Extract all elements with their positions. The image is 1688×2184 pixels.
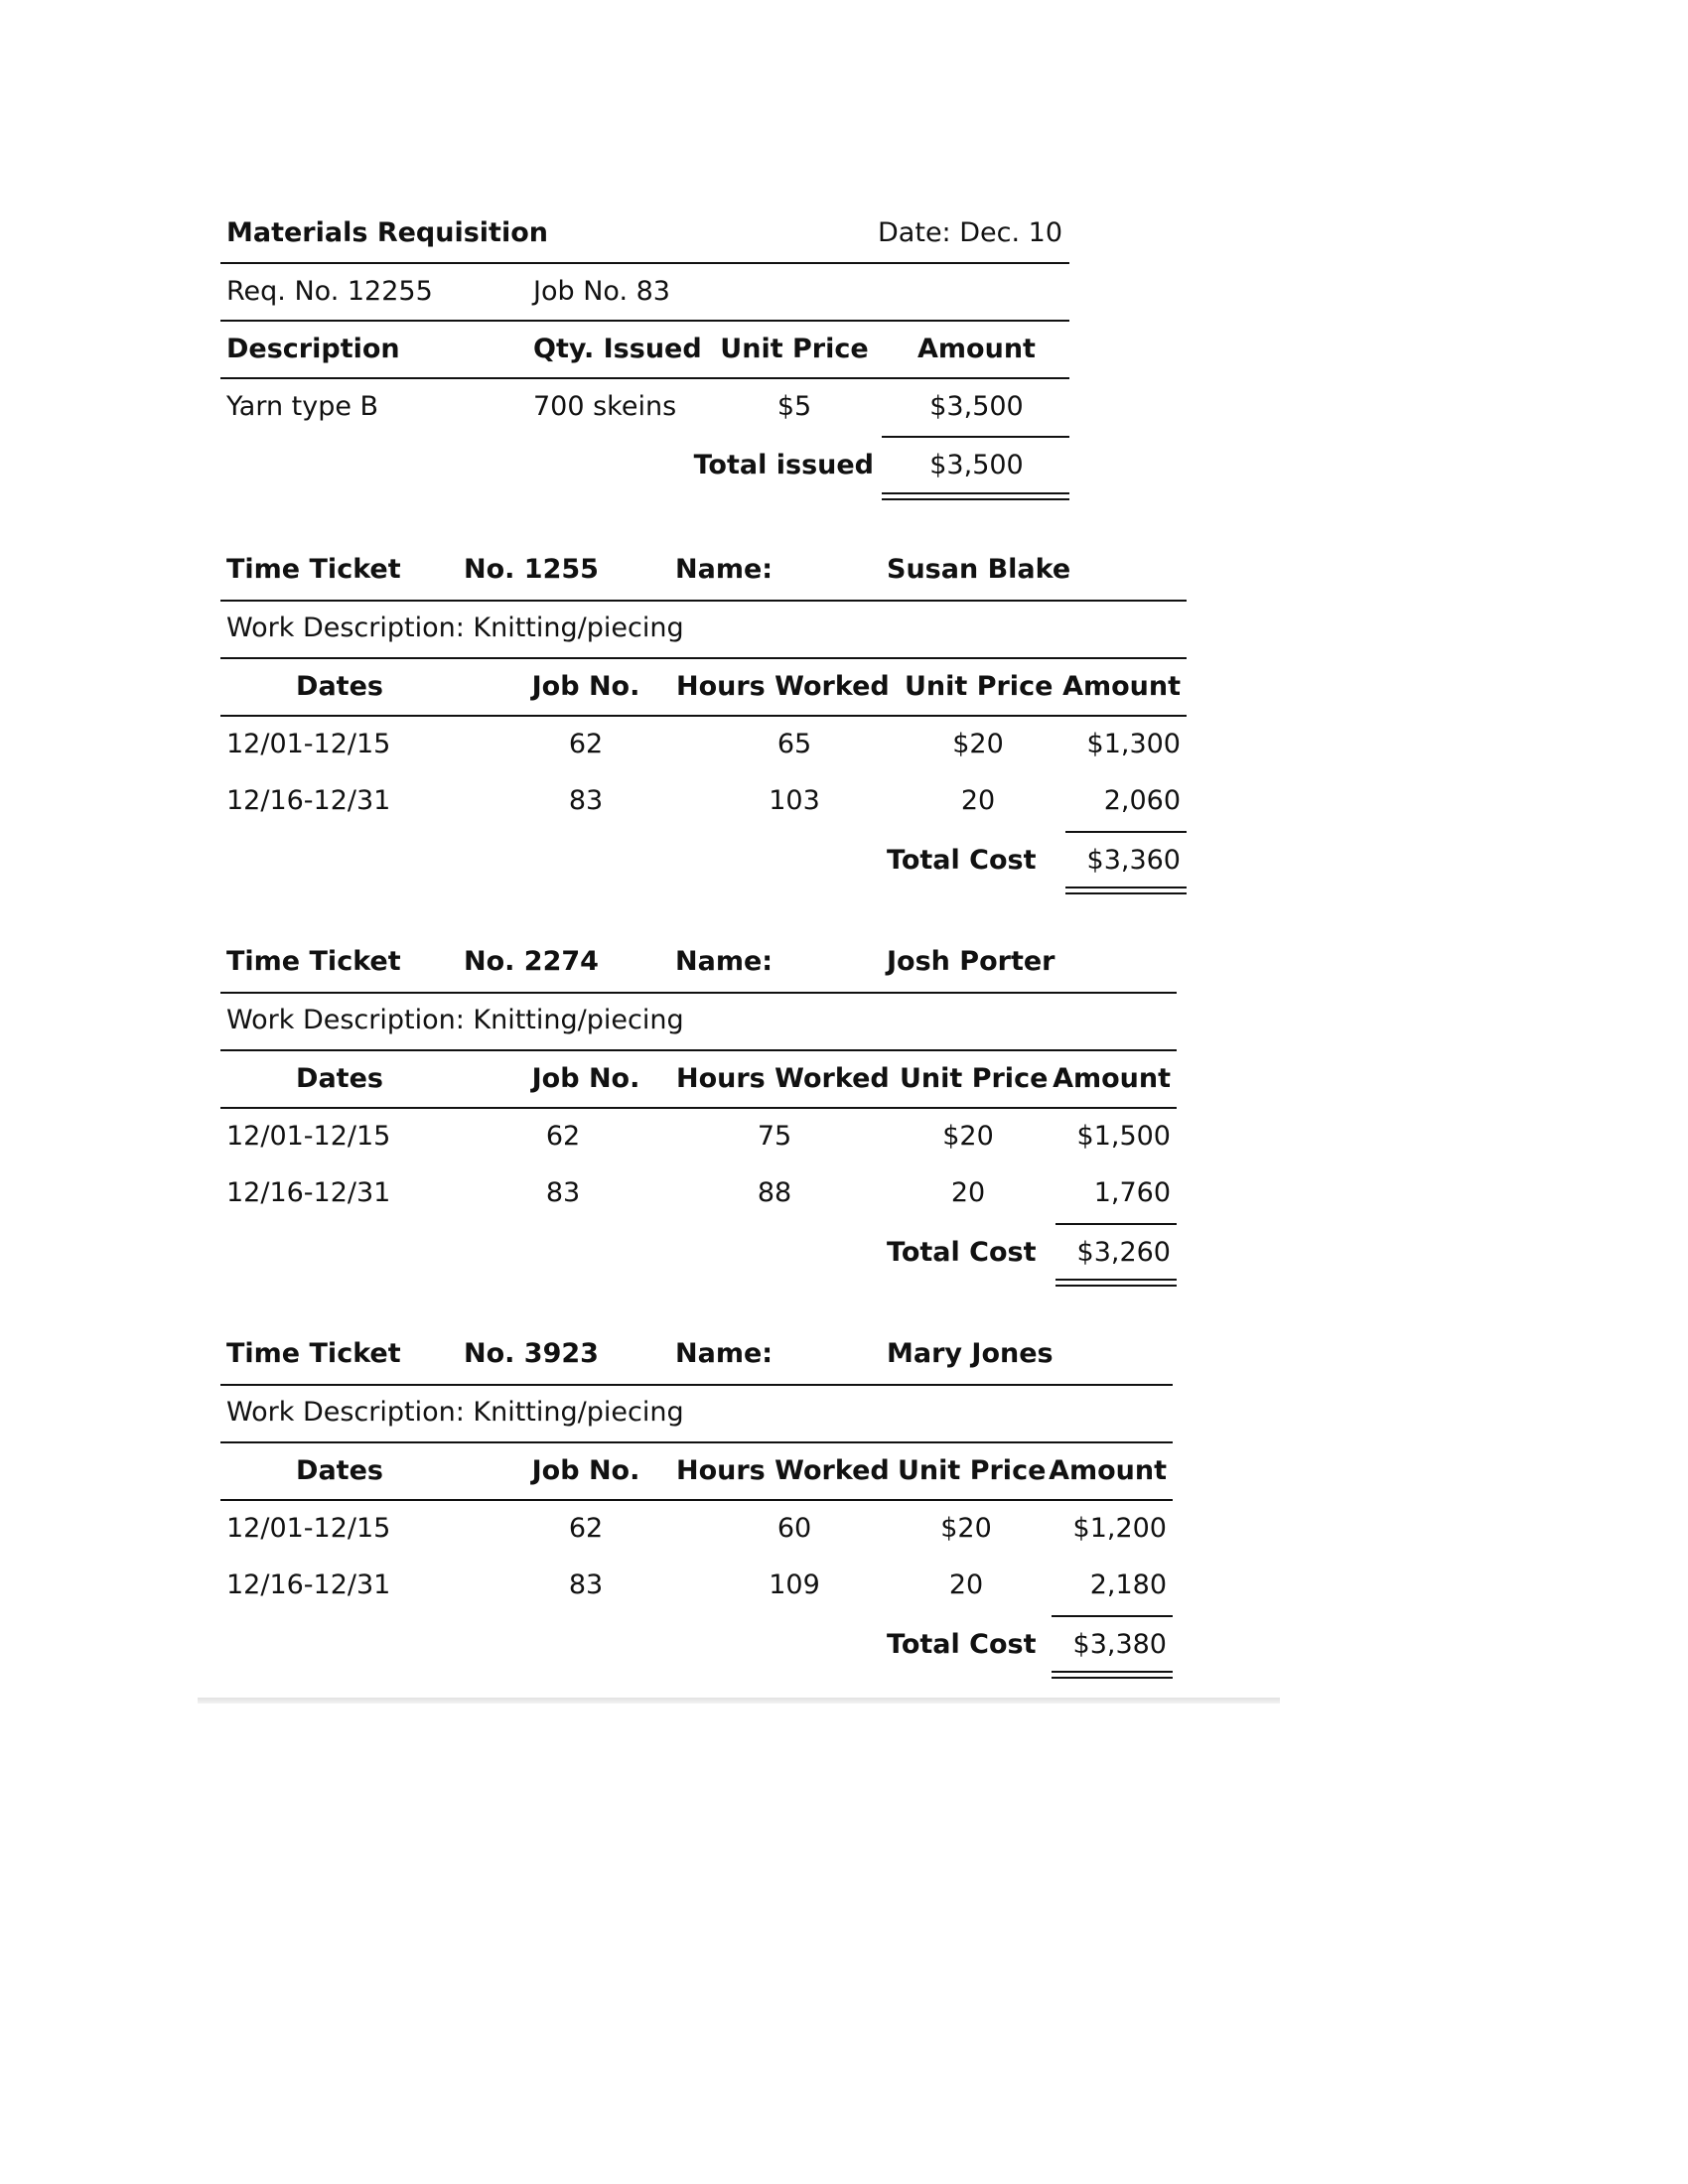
row-unit-price: 20: [960, 785, 996, 816]
header-amount: Amount: [1053, 1063, 1171, 1094]
requisition-header-row: [0, 205, 1688, 260]
header-amount: Amount: [1049, 1455, 1167, 1486]
table-row: [0, 772, 1688, 828]
item-amount: $3,500: [929, 391, 1024, 422]
ticket-name-label: Name:: [675, 554, 774, 585]
requisition-job-number: Job No. 83: [533, 276, 670, 307]
row-amount: 2,180: [1089, 1570, 1167, 1600]
row-hours: 75: [757, 1121, 792, 1152]
header-unit-price: Unit Price: [905, 671, 1054, 702]
ticket-number: No. 3923: [464, 1338, 599, 1369]
ticket-total-row: [0, 1616, 1688, 1672]
ticket-column-headers: [0, 658, 1688, 714]
header-amount: Amount: [917, 334, 1036, 364]
header-unit-price: Unit Price: [720, 334, 869, 364]
total-issued-label: Total issued: [693, 450, 874, 480]
ticket-employee-name: Susan Blake: [887, 554, 1071, 585]
row-job-no: 62: [568, 1513, 604, 1544]
ticket-total-row: [0, 1224, 1688, 1280]
header-hours-worked: Hours Worked: [676, 671, 890, 702]
ticket-total-row: [0, 832, 1688, 887]
double-underline: [1055, 1279, 1177, 1287]
header-job-no: Job No.: [531, 1455, 640, 1486]
ticket-number: No. 2274: [464, 946, 599, 977]
table-row: [0, 378, 1688, 434]
row-job-no: 83: [545, 1177, 581, 1208]
ticket-label: Time Ticket: [226, 946, 401, 977]
row-hours: 65: [776, 729, 812, 759]
row-job-no: 83: [568, 785, 604, 816]
total-issued-value: $3,500: [929, 450, 1024, 480]
header-amount: Amount: [1062, 671, 1181, 702]
header-unit-price: Unit Price: [900, 1063, 1049, 1094]
ticket-label: Time Ticket: [226, 1338, 401, 1369]
header-dates: Dates: [296, 1455, 383, 1486]
row-unit-price: $20: [942, 1121, 994, 1152]
total-cost-label: Total Cost: [887, 1237, 1037, 1268]
row-amount: 1,760: [1093, 1177, 1171, 1208]
total-cost-value: $3,260: [1076, 1237, 1171, 1268]
row-amount: $1,200: [1072, 1513, 1167, 1544]
work-description: Work Description: Knitting/piecing: [226, 613, 684, 643]
ticket-column-headers: [0, 1050, 1688, 1106]
item-unit-price: $5: [776, 391, 812, 422]
ticket-label: Time Ticket: [226, 554, 401, 585]
double-underline: [882, 492, 1069, 500]
ticket-number: No. 1255: [464, 554, 599, 585]
row-hours: 103: [769, 785, 820, 816]
table-row: [0, 1108, 1688, 1163]
row-job-no: 62: [545, 1121, 581, 1152]
row-hours: 88: [757, 1177, 792, 1208]
requisition-date: Date: Dec. 10: [878, 217, 1062, 248]
header-unit-price: Unit Price: [898, 1455, 1047, 1486]
total-cost-value: $3,380: [1072, 1629, 1167, 1660]
header-qty-issued: Qty. Issued: [533, 334, 702, 364]
ticket-header-row: [0, 541, 1688, 597]
row-amount: $1,500: [1076, 1121, 1171, 1152]
row-unit-price: $20: [952, 729, 1004, 759]
table-row: [0, 1500, 1688, 1556]
requisition-total-row: [0, 437, 1688, 492]
work-description-row: [0, 600, 1688, 655]
row-amount: $1,300: [1086, 729, 1181, 759]
header-job-no: Job No.: [531, 671, 640, 702]
row-dates: 12/01-12/15: [226, 1513, 391, 1544]
ticket-header-row: [0, 933, 1688, 989]
total-cost-value: $3,360: [1086, 845, 1181, 876]
requisition-column-headers: [0, 321, 1688, 376]
row-hours: 109: [769, 1570, 820, 1600]
header-hours-worked: Hours Worked: [676, 1455, 890, 1486]
header-dates: Dates: [296, 1063, 383, 1094]
table-row: [0, 1164, 1688, 1220]
work-description-row: [0, 992, 1688, 1047]
total-cost-label: Total Cost: [887, 1629, 1037, 1660]
requisition-number: Req. No. 12255: [226, 276, 433, 307]
work-description: Work Description: Knitting/piecing: [226, 1397, 684, 1428]
total-cost-label: Total Cost: [887, 845, 1037, 876]
header-description: Description: [226, 334, 400, 364]
ticket-employee-name: Mary Jones: [887, 1338, 1054, 1369]
row-amount: 2,060: [1103, 785, 1181, 816]
row-job-no: 62: [568, 729, 604, 759]
row-dates: 12/16-12/31: [226, 1177, 391, 1208]
row-dates: 12/16-12/31: [226, 1570, 391, 1600]
requisition-meta-row: [0, 263, 1688, 319]
ticket-column-headers: [0, 1442, 1688, 1498]
ticket-name-label: Name:: [675, 1338, 774, 1369]
header-job-no: Job No.: [531, 1063, 640, 1094]
requisition-title: Materials Requisition: [226, 217, 548, 248]
header-hours-worked: Hours Worked: [676, 1063, 890, 1094]
ticket-employee-name: Josh Porter: [887, 946, 1055, 977]
double-underline: [1065, 887, 1187, 894]
work-description: Work Description: Knitting/piecing: [226, 1005, 684, 1035]
ticket-header-row: [0, 1325, 1688, 1381]
row-unit-price: $20: [940, 1513, 992, 1544]
row-hours: 60: [776, 1513, 812, 1544]
ticket-name-label: Name:: [675, 946, 774, 977]
row-unit-price: 20: [950, 1177, 986, 1208]
row-unit-price: 20: [948, 1570, 984, 1600]
row-job-no: 83: [568, 1570, 604, 1600]
work-description-row: [0, 1384, 1688, 1439]
page-bottom-divider: [198, 1698, 1280, 1704]
item-qty: 700 skeins: [533, 391, 677, 422]
double-underline: [1052, 1671, 1173, 1679]
table-row: [0, 1557, 1688, 1612]
row-dates: 12/01-12/15: [226, 729, 391, 759]
row-dates: 12/16-12/31: [226, 785, 391, 816]
header-dates: Dates: [296, 671, 383, 702]
row-dates: 12/01-12/15: [226, 1121, 391, 1152]
item-description: Yarn type B: [226, 391, 379, 422]
table-row: [0, 716, 1688, 771]
